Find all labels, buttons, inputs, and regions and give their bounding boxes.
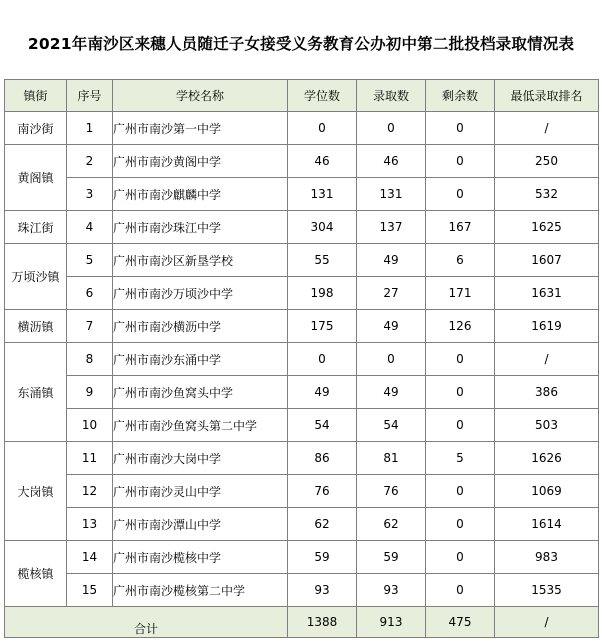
table-row <box>5 178 599 211</box>
admitted-cell: 62 <box>357 508 426 541</box>
table-row <box>5 145 599 178</box>
min-rank-cell: 1631 <box>495 277 599 310</box>
seq-cell: 7 <box>67 310 113 343</box>
seats-cell: 46 <box>288 145 357 178</box>
remaining-cell: 0 <box>426 145 495 178</box>
seq-cell: 8 <box>67 343 113 376</box>
table-row <box>5 211 599 244</box>
admitted-cell: 27 <box>357 277 426 310</box>
seats-cell: 76 <box>288 475 357 508</box>
remaining-cell: 0 <box>426 574 495 607</box>
seq-cell: 13 <box>67 508 113 541</box>
remaining-cell: 6 <box>426 244 495 277</box>
town-cell: 大岗镇 <box>5 442 67 541</box>
remaining-cell: 0 <box>426 475 495 508</box>
min-rank-cell: 1535 <box>495 574 599 607</box>
town-cell: 万顷沙镇 <box>5 244 67 310</box>
total-label: 合计 <box>133 621 158 636</box>
min-rank-cell: / <box>495 343 599 376</box>
seq-cell: 11 <box>67 442 113 475</box>
table-row <box>5 244 599 277</box>
remaining-cell: 0 <box>426 343 495 376</box>
seats-cell: 131 <box>288 178 357 211</box>
seq-cell: 4 <box>67 211 113 244</box>
total-label-cell <box>5 607 288 638</box>
town-cell: 东涌镇 <box>5 343 67 442</box>
admitted-cell: 0 <box>357 343 426 376</box>
admitted-cell: 49 <box>357 310 426 343</box>
school-cell: 广州市南沙珠江中学 <box>113 211 288 244</box>
table-row <box>5 277 599 310</box>
table-row <box>5 112 599 145</box>
remaining-cell: 171 <box>426 277 495 310</box>
header-seats: 学位数 <box>288 80 357 112</box>
seats-cell: 175 <box>288 310 357 343</box>
admitted-cell: 137 <box>357 211 426 244</box>
min-rank-cell: 386 <box>495 376 599 409</box>
header-row <box>5 80 599 112</box>
table-row <box>5 541 599 574</box>
table-row <box>5 475 599 508</box>
min-rank-cell: 503 <box>495 409 599 442</box>
min-rank-cell: 1069 <box>495 475 599 508</box>
school-cell: 广州市南沙麒麟中学 <box>113 178 288 211</box>
admitted-cell: 0 <box>357 112 426 145</box>
town-cell: 南沙街 <box>5 112 67 145</box>
town-cell: 榄核镇 <box>5 541 67 607</box>
table-row <box>5 574 599 607</box>
min-rank-cell: 983 <box>495 541 599 574</box>
page-title: 2021年南沙区来穗人员随迁子女接受义务教育公办初中第二批投档录取情况表 <box>27 35 575 53</box>
header-remaining: 剩余数 <box>426 80 495 112</box>
remaining-cell: 5 <box>426 442 495 475</box>
seats-cell: 59 <box>288 541 357 574</box>
remaining-cell: 0 <box>426 376 495 409</box>
town-cell: 横沥镇 <box>5 310 67 343</box>
seq-cell: 5 <box>67 244 113 277</box>
school-cell: 广州市南沙区新垦学校 <box>113 244 288 277</box>
min-rank-cell: 1625 <box>495 211 599 244</box>
seq-cell: 1 <box>67 112 113 145</box>
admitted-cell: 76 <box>357 475 426 508</box>
total-seats-cell: 1388 <box>288 607 357 638</box>
header-town: 镇街 <box>5 80 67 112</box>
table-row <box>5 508 599 541</box>
remaining-cell: 0 <box>426 508 495 541</box>
school-cell: 广州市南沙大岗中学 <box>113 442 288 475</box>
table-row <box>5 343 599 376</box>
seq-cell: 12 <box>67 475 113 508</box>
seats-cell: 49 <box>288 376 357 409</box>
seq-cell: 9 <box>67 376 113 409</box>
seq-cell: 10 <box>67 409 113 442</box>
admitted-cell: 93 <box>357 574 426 607</box>
seats-cell: 304 <box>288 211 357 244</box>
remaining-cell: 0 <box>426 178 495 211</box>
town-cell: 黄阁镇 <box>5 145 67 211</box>
admitted-cell: 59 <box>357 541 426 574</box>
admitted-cell: 54 <box>357 409 426 442</box>
admitted-cell: 46 <box>357 145 426 178</box>
school-cell: 广州市南沙榄核中学 <box>113 541 288 574</box>
seats-cell: 0 <box>288 343 357 376</box>
header-school: 学校名称 <box>113 80 288 112</box>
min-rank-cell: 1614 <box>495 508 599 541</box>
total-min-rank-cell: / <box>495 607 599 638</box>
total-remaining-cell: 475 <box>426 607 495 638</box>
remaining-cell: 126 <box>426 310 495 343</box>
min-rank-cell: 250 <box>495 145 599 178</box>
school-cell: 广州市南沙榄核第二中学 <box>113 574 288 607</box>
table-row <box>5 442 599 475</box>
school-cell: 广州市南沙万顷沙中学 <box>113 277 288 310</box>
admitted-cell: 131 <box>357 178 426 211</box>
header-min-rank: 最低录取排名 <box>495 80 599 112</box>
min-rank-cell: 1626 <box>495 442 599 475</box>
table-row <box>5 409 599 442</box>
seats-cell: 198 <box>288 277 357 310</box>
school-cell: 广州市南沙横沥中学 <box>113 310 288 343</box>
seq-cell: 2 <box>67 145 113 178</box>
admitted-cell: 49 <box>357 376 426 409</box>
min-rank-cell: 1619 <box>495 310 599 343</box>
seats-cell: 62 <box>288 508 357 541</box>
remaining-cell: 0 <box>426 541 495 574</box>
min-rank-cell: 532 <box>495 178 599 211</box>
seats-cell: 0 <box>288 112 357 145</box>
total-row <box>5 607 599 638</box>
school-cell: 广州市南沙黄阁中学 <box>113 145 288 178</box>
min-rank-cell: 1607 <box>495 244 599 277</box>
seats-cell: 54 <box>288 409 357 442</box>
seats-cell: 86 <box>288 442 357 475</box>
admitted-cell: 49 <box>357 244 426 277</box>
school-cell: 广州市南沙鱼窝头第二中学 <box>113 409 288 442</box>
min-rank-cell: / <box>495 112 599 145</box>
school-cell: 广州市南沙灵山中学 <box>113 475 288 508</box>
header-seq: 序号 <box>67 80 113 112</box>
admitted-cell: 81 <box>357 442 426 475</box>
remaining-cell: 0 <box>426 409 495 442</box>
town-cell: 珠江街 <box>5 211 67 244</box>
seq-cell: 3 <box>67 178 113 211</box>
school-cell: 广州市南沙鱼窝头中学 <box>113 376 288 409</box>
remaining-cell: 0 <box>426 112 495 145</box>
seq-cell: 15 <box>67 574 113 607</box>
seq-cell: 14 <box>67 541 113 574</box>
seats-cell: 55 <box>288 244 357 277</box>
remaining-cell: 167 <box>426 211 495 244</box>
school-cell: 广州市南沙潭山中学 <box>113 508 288 541</box>
total-admitted-cell: 913 <box>357 607 426 638</box>
table-row <box>5 376 599 409</box>
admission-table <box>4 79 599 638</box>
table-row <box>5 310 599 343</box>
school-cell: 广州市南沙第一中学 <box>113 112 288 145</box>
header-admitted: 录取数 <box>357 80 426 112</box>
seq-cell: 6 <box>67 277 113 310</box>
seats-cell: 93 <box>288 574 357 607</box>
school-cell: 广州市南沙东涌中学 <box>113 343 288 376</box>
